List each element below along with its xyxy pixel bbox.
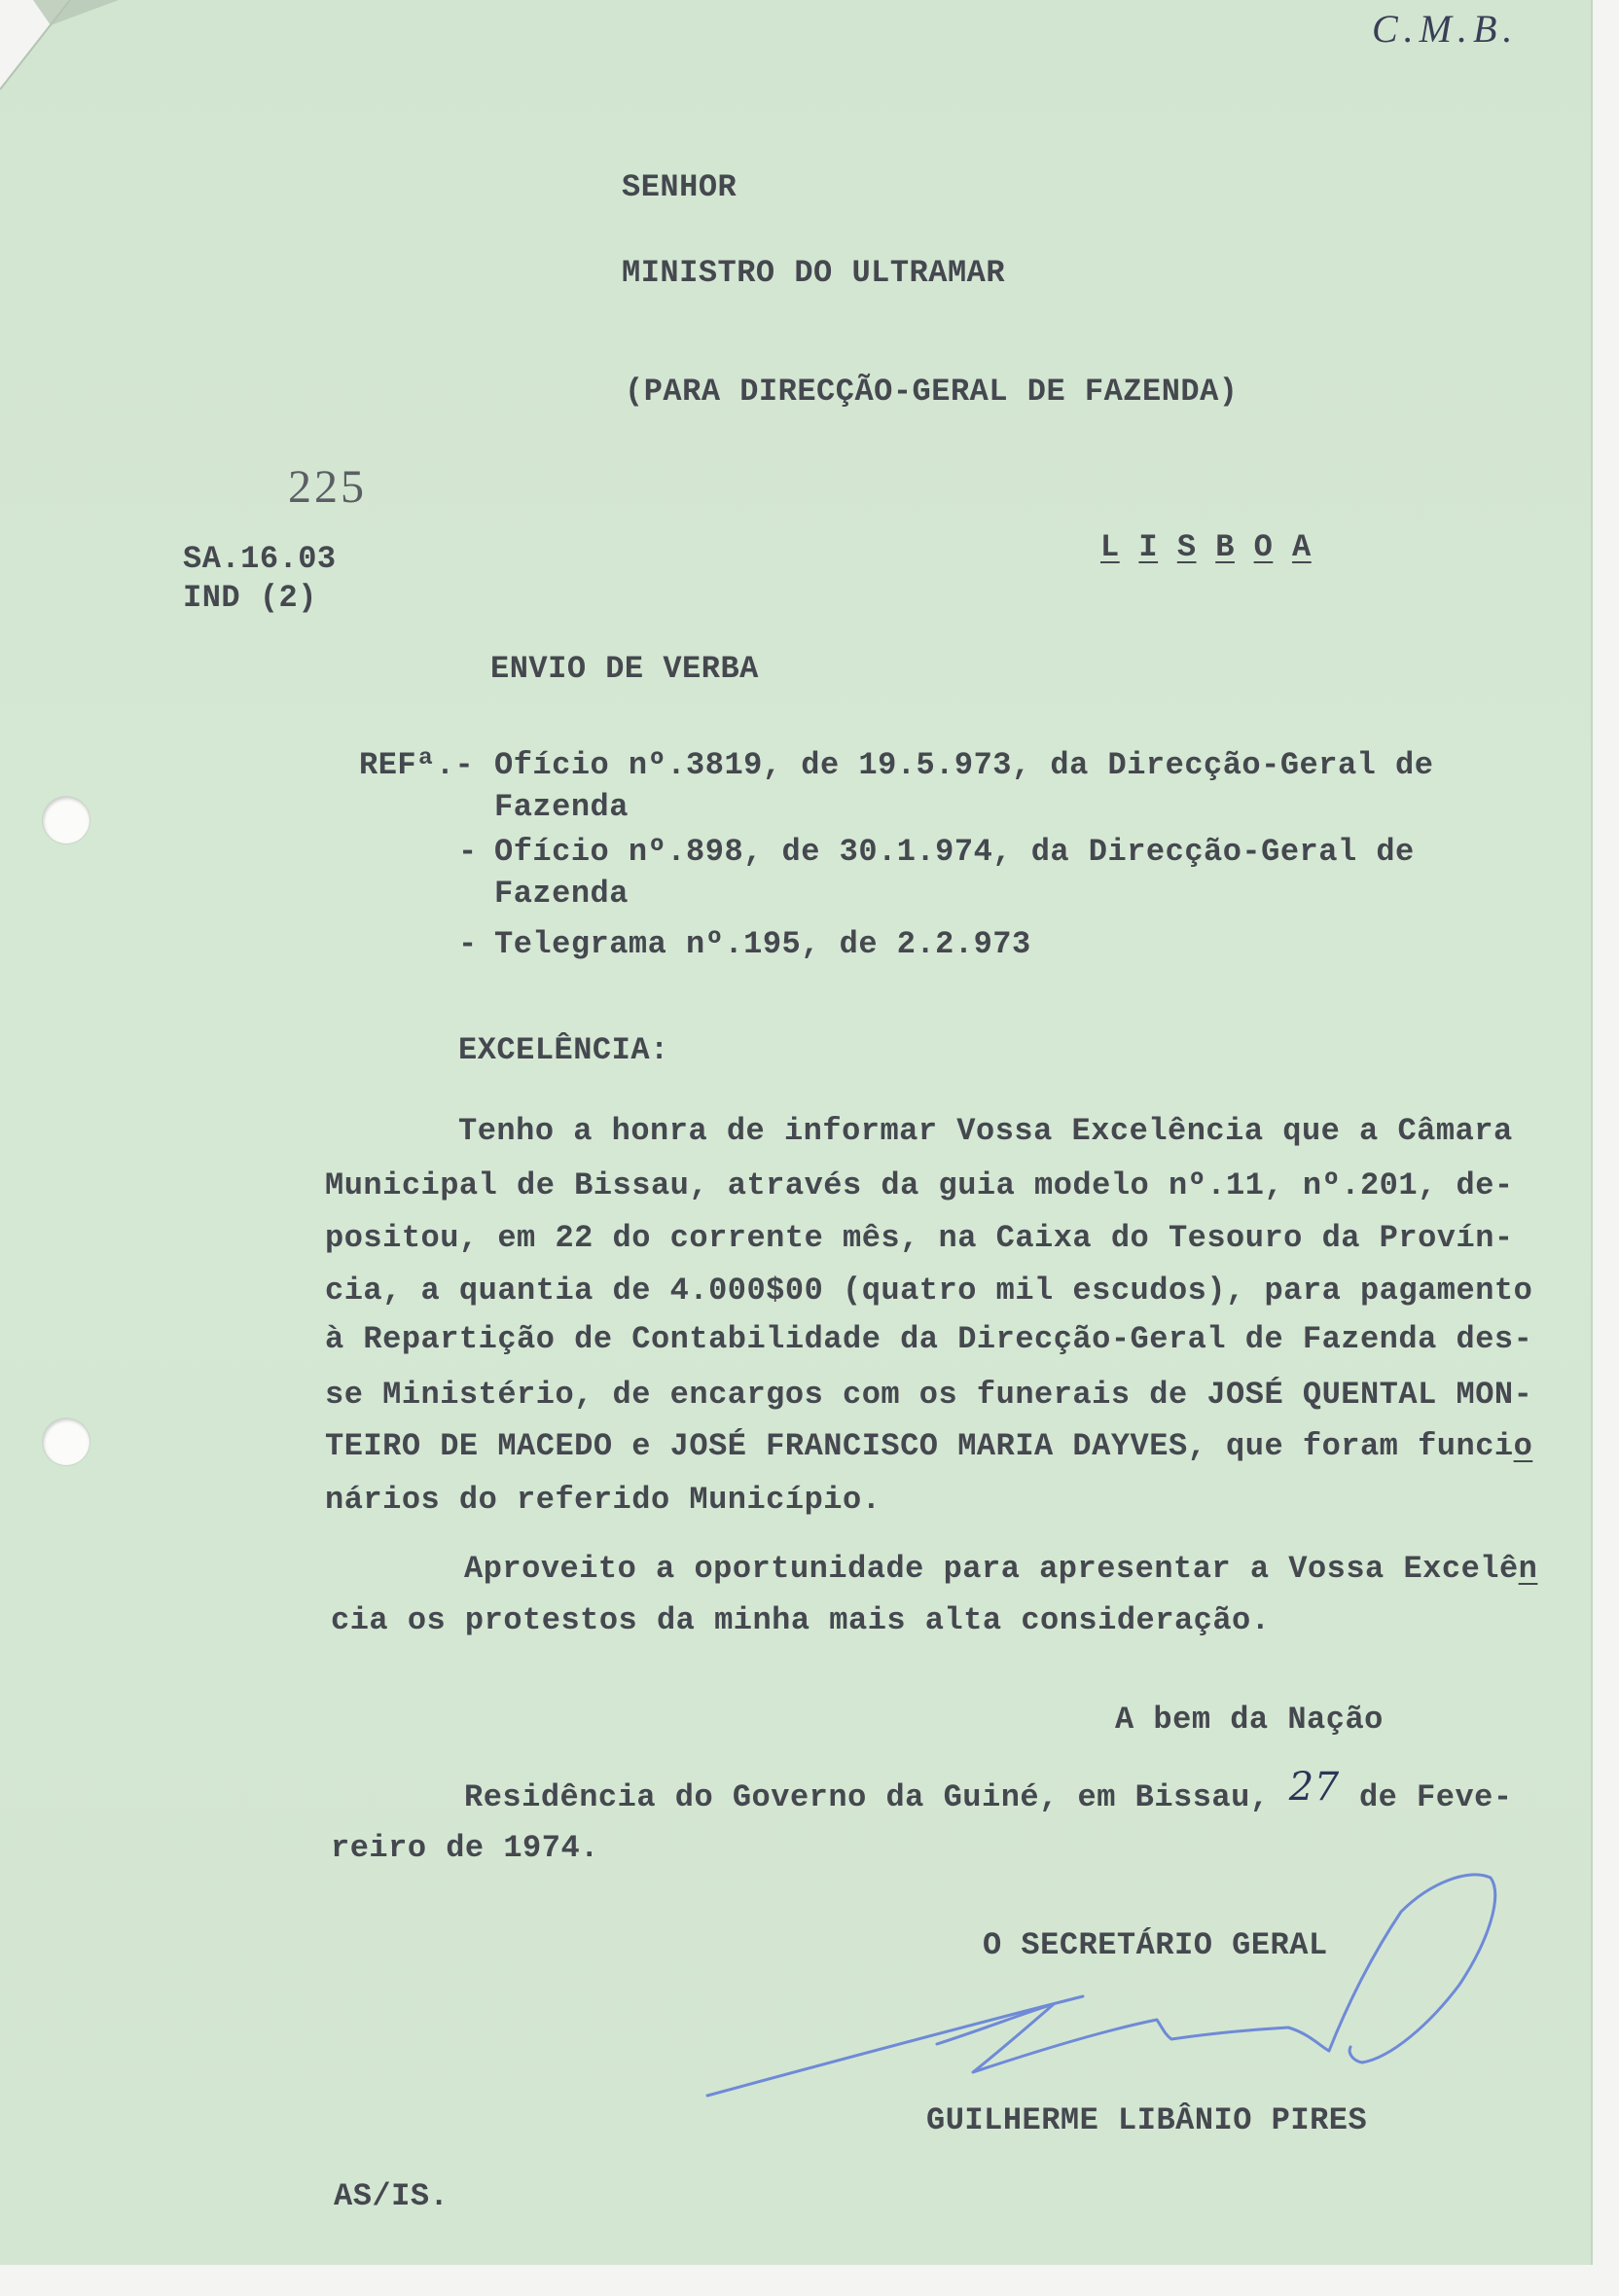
destination-letter — [1197, 529, 1216, 565]
destination-letter: O — [1253, 529, 1274, 565]
file-ref-code: SA.16.03 — [183, 541, 337, 577]
addressee-title: SENHOR — [622, 169, 738, 205]
body-line: positou, em 22 do corrente mês, na Caixa do Tesouro da Provín- — [325, 1220, 1514, 1256]
place-date-line — [464, 1767, 1513, 1819]
body-line — [325, 1420, 1532, 1473]
reference-line: Fazenda — [494, 789, 629, 825]
reference-dash: - — [458, 926, 478, 962]
place-date-text: de Feve- — [1340, 1779, 1513, 1815]
typist-initials: AS/IS. — [334, 2178, 450, 2214]
punch-hole — [43, 797, 90, 843]
body-line: cia, a quantia de 4.000$00 (quatro mil escudos), para pagamento — [325, 1273, 1533, 1309]
body-line: Tenho a honra de informar Vossa Excelência que a Câmara — [458, 1113, 1513, 1149]
body-line: nários do referido Município. — [325, 1482, 881, 1518]
closing-motto: A bem da Nação — [1115, 1702, 1384, 1738]
reference-line: Ofício nº.898, de 30.1.974, da Direcção-Geral de — [494, 834, 1415, 870]
place-date-text: Residência do Governo da Guiné, em Bissau, — [464, 1779, 1289, 1815]
destination-letter: I — [1138, 529, 1159, 565]
signatory-name: GUILHERME LIBÂNIO PIRES — [926, 2102, 1368, 2138]
hyphenation-underlined-letter: o — [1513, 1428, 1533, 1464]
body-line: cia os protestos da minha mais alta consideração. — [331, 1602, 1271, 1638]
body-line-text: TEIRO DE MACEDO e JOSÉ FRANCISCO MARIA DAYVES, que foram funci — [325, 1428, 1514, 1464]
body-line: à Repartição de Contabilidade da Direcção-Geral de Fazenda des- — [325, 1321, 1533, 1357]
punch-hole — [43, 1418, 90, 1465]
destination-letter: B — [1215, 529, 1235, 565]
addressee-routing: (PARA DIRECÇÃO-GERAL DE FAZENDA) — [625, 374, 1239, 410]
folded-corner — [0, 0, 136, 107]
body-line — [464, 1543, 1537, 1596]
destination-letter — [1120, 529, 1139, 565]
greeting: EXCELÊNCIA: — [458, 1032, 669, 1068]
body-line: se Ministério, de encargos com os funerais de JOSÉ QUENTAL MON- — [325, 1377, 1533, 1413]
destination-letter: L — [1100, 529, 1120, 565]
references-label: REFª.- — [359, 747, 475, 783]
destination-letter — [1235, 529, 1254, 565]
destination-letter: A — [1292, 529, 1312, 565]
subject: ENVIO DE VERBA — [490, 651, 759, 687]
place-date-line: reiro de 1974. — [331, 1830, 599, 1866]
destination-letter — [1158, 529, 1177, 565]
reference-line: Fazenda — [494, 876, 629, 912]
reference-line: Ofício nº.3819, de 19.5.973, da Direcção-Geral de — [494, 747, 1434, 783]
addressee-minister: MINISTRO DO ULTRAMAR — [622, 255, 1006, 291]
body-line-text: Aproveito a oportunidade para apresentar a Vossa Excelê — [464, 1551, 1519, 1587]
file-ref-ind: IND (2) — [183, 580, 317, 616]
hyphenation-underlined-letter: n — [1518, 1551, 1538, 1587]
document-number: 225 — [288, 461, 367, 513]
reference-dash: - — [458, 834, 478, 870]
handwritten-day: 27 — [1288, 1765, 1340, 1810]
destination — [1100, 521, 1312, 574]
reference-line: Telegrama nº.195, de 2.2.973 — [494, 926, 1031, 962]
signatory-title: O SECRETÁRIO GERAL — [983, 1927, 1328, 1963]
destination-letter: S — [1176, 529, 1197, 565]
destination-letter — [1273, 529, 1292, 565]
body-line: Municipal de Bissau, através da guia modelo nº.11, nº.201, de- — [325, 1167, 1514, 1203]
paper-edge — [1591, 0, 1593, 2265]
handwritten-annotation: C.M.B. — [1372, 7, 1519, 51]
